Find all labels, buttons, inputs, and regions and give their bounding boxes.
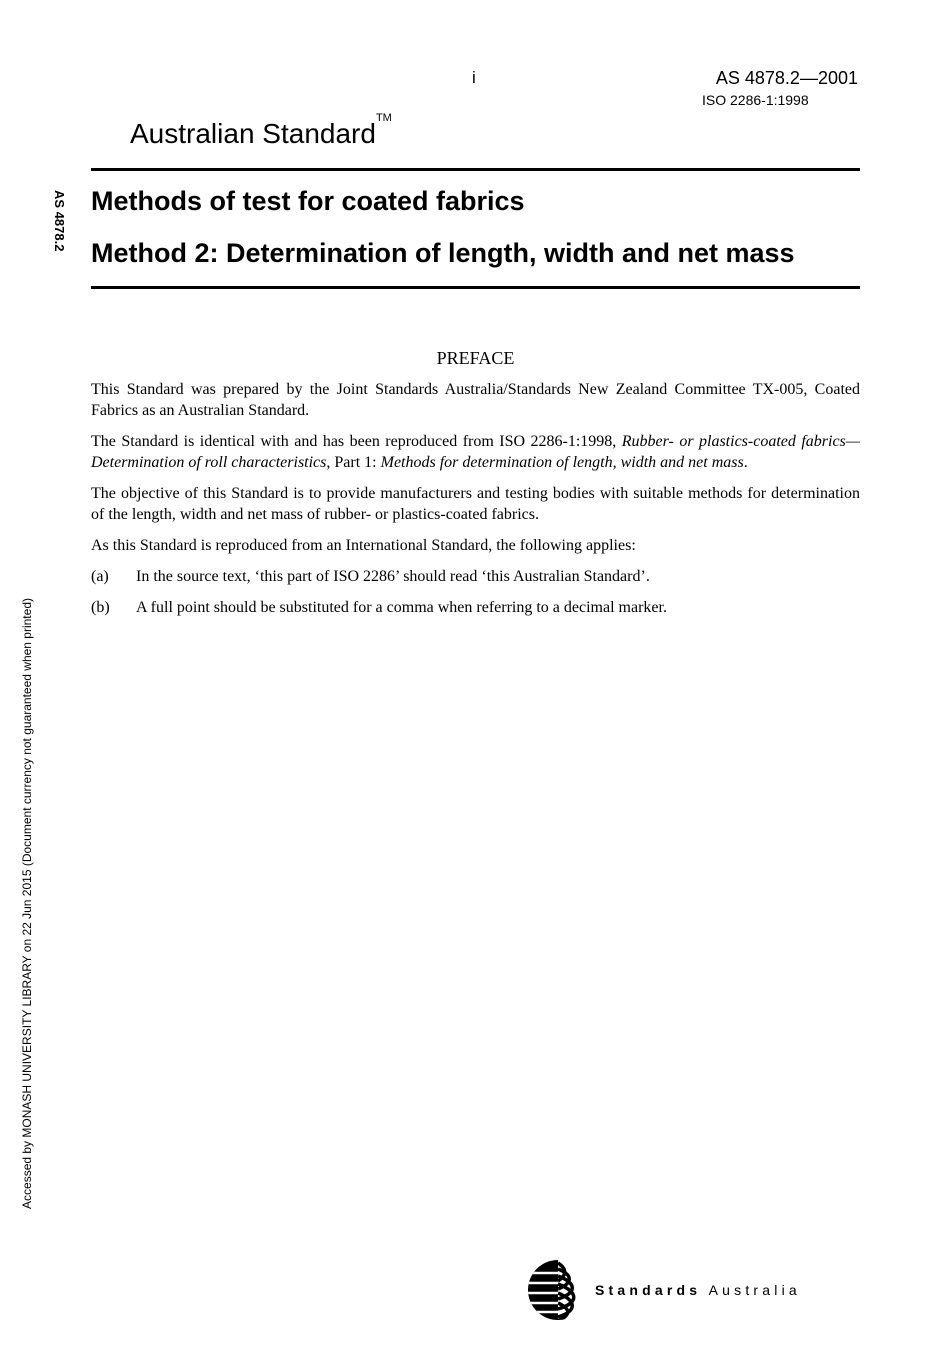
list-marker: (a)	[91, 568, 109, 585]
preface-heading: PREFACE	[436, 348, 515, 368]
iso-reference: ISO 2286-1:1998	[702, 92, 809, 108]
preface-paragraph	[91, 431, 860, 473]
top-rule	[91, 168, 860, 171]
logo-wordmark	[595, 1282, 801, 1298]
logo-word-standards: Standards	[595, 1282, 702, 1298]
italic-title-run: Rubber- or plastics-coated fabrics—Determination of roll characteristics	[91, 433, 861, 471]
access-watermark: Accessed by MONASH UNIVERSITY LIBRARY on 22 Jun 2015 (Document currency not guaranteed when printed)	[20, 598, 34, 1209]
bottom-rule	[91, 286, 860, 289]
text-run: , Part 1:	[326, 454, 381, 471]
document-number: AS 4878.2—2001	[715, 68, 858, 88]
standard-label-text: Australian Standard	[130, 118, 376, 149]
preface-paragraph: This Standard was prepared by the Joint Standards Australia/Standards New Zealand Committee TX-005, Coated Fabrics as an Australian Standard.	[91, 381, 860, 419]
list-item	[91, 566, 860, 587]
list-item	[91, 597, 860, 618]
globe-logo-icon	[527, 1259, 589, 1321]
preface-body	[91, 379, 860, 628]
text-run: The Standard is identical with and has been reproduced from ISO 2286-1:1998,	[91, 433, 622, 450]
list-item-text: A full point should be substituted for a comma when referring to a decimal marker.	[136, 599, 667, 616]
page-number: i	[472, 68, 476, 87]
trademark-mark: TM	[375, 112, 392, 124]
document-subtitle: Method 2: Determination of length, width and net mass	[91, 238, 795, 268]
standard-label	[130, 112, 392, 150]
standards-australia-logo	[527, 1259, 801, 1321]
italic-title-run: Methods for determination of length, width and net mass	[380, 454, 744, 471]
logo-word-australia: Australia	[708, 1282, 801, 1298]
document-title: Methods of test for coated fabrics	[91, 186, 525, 216]
preface-paragraph: The objective of this Standard is to provide manufacturers and testing bodies with suitable methods for determination of the length, width and net mass of rubber- or plastics-coated fabrics.	[91, 485, 860, 523]
text-run: .	[743, 454, 748, 471]
preface-paragraph: As this Standard is reproduced from an International Standard, the following applies:	[91, 537, 636, 554]
side-document-code: AS 4878.2	[52, 190, 67, 252]
list-marker: (b)	[91, 599, 110, 616]
list-item-text: In the source text, ‘this part of ISO 2286’ should read ‘this Australian Standard’.	[136, 568, 650, 585]
